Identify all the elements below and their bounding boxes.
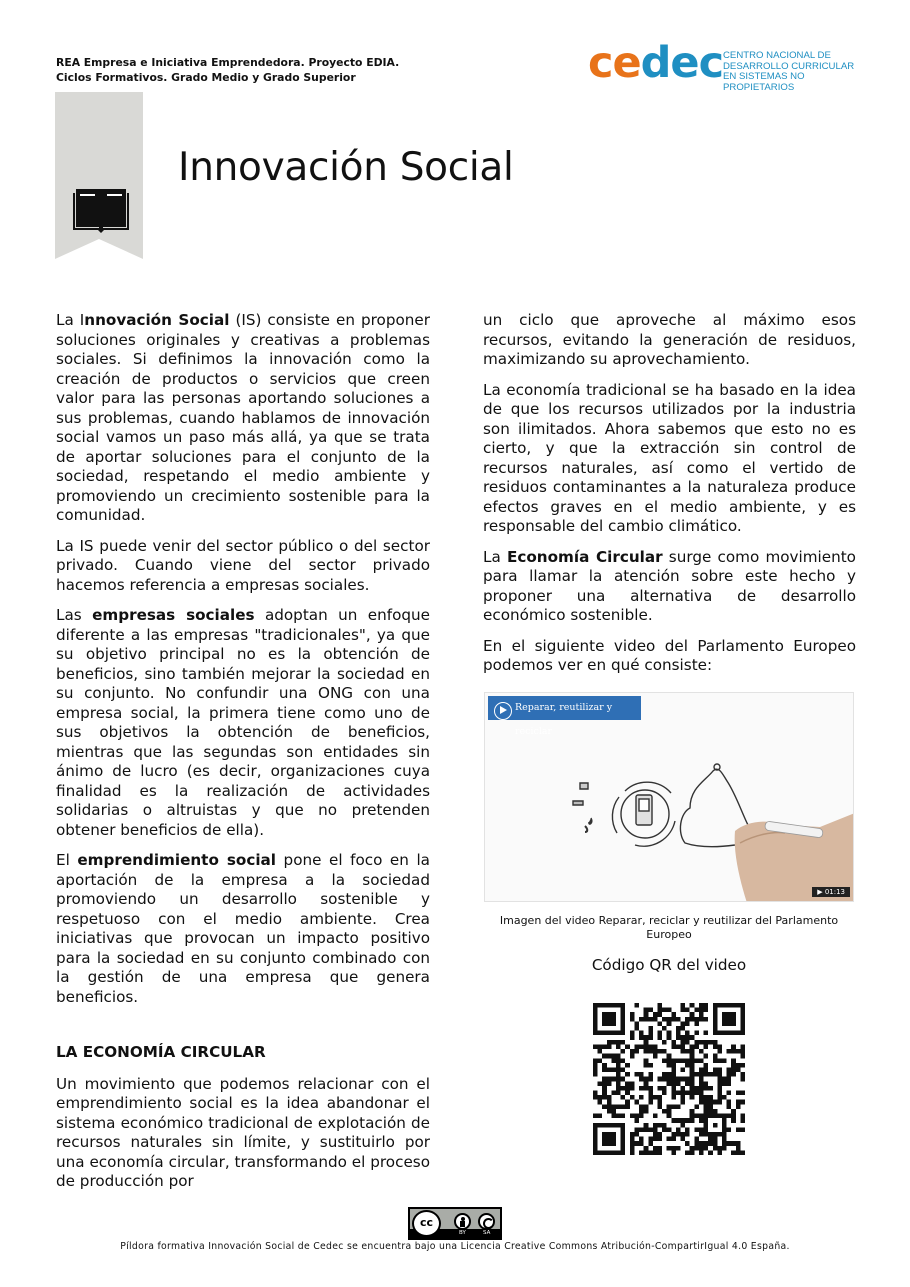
logo-tagline-1: CENTRO NACIONAL DE: [723, 50, 831, 61]
cc-by-label: BY: [459, 1230, 466, 1236]
logo-word-part-1: ce: [588, 38, 641, 88]
qr-code[interactable]: [593, 1003, 745, 1155]
bold-term: empresas sociales: [92, 606, 255, 624]
logo-tagline-3: EN SISTEMAS NO PROPIETARIOS: [723, 71, 805, 93]
video-thumbnail[interactable]: [484, 692, 854, 902]
video-title: Reparar, reutilizar y reciclar: [515, 702, 613, 737]
paragraph-empresas-sociales: [56, 606, 430, 840]
header: [56, 55, 399, 85]
video-duration-text: 01:13: [824, 888, 845, 896]
cc-logo-icon: cc: [412, 1210, 441, 1237]
license-footer: Píldora formativa Innovación Social de Cedec se encuentra bajo una Licencia Creative Commons Atribución-CompartirIgual 4.0 España.: [120, 1241, 790, 1252]
paragraph-economia-tradicional: La economía tradicional se ha basado en la idea de que los recursos utilizados por la industria son ilimitados. Ahora sabemos que esto no es cierto, y que la extracción sin control de recursos naturales, así como el vertido de residuos contaminantes a la naturaleza produce efectos graves en el medio ambiente, y es responsable del cambio climático.: [483, 380, 856, 535]
paragraph-ciclo: un ciclo que aproveche al máximo esos recursos, evitando la generación de residuos, maximizando su aprovechamiento.: [483, 311, 856, 368]
paragraph-movimiento: Un movimiento que podemos relacionar con el emprendimiento social es la idea abandonar el sistema económico tradicional de explotación de recursos naturales sin límite, y sustituirlo por una economía circular, transformando el proceso de producción por: [56, 1074, 430, 1190]
text-run: La I: [56, 311, 85, 329]
text-run: pone el foco en la aportación de la empresa a la sociedad promoviendo un desarrollo sostenible y respetuoso con el medio ambiente. Crea iniciativas que provocan un impacto positivo para la sociedad en su conjunto combinado con la gestión de una empresa que genera beneficios.: [56, 851, 430, 1006]
text-run: (IS) consiste en proponer soluciones originales y creativas a problemas sociales. Si definimos la innovación como la creación de productos o servicios que creen valor para las personas aportando soluciones a sus problemas, cuando hablamos de innovación social vamos un paso más allá, ya que se trata de aportar soluciones para el conjunto de la sociedad, respetando el medio ambiente y promoviendo un crecimiento sostenible para la comunidad.: [56, 311, 430, 524]
cc-sa-icon: [478, 1213, 495, 1230]
cc-by-icon: [454, 1213, 471, 1230]
logo-tagline: [723, 51, 878, 93]
left-column: [56, 311, 430, 1203]
video-caption: Imagen del video Reparar, reciclar y reutilizar del Parlamento Europeo: [499, 914, 839, 941]
paragraph-sector: La IS puede venir del sector público o del sector privado. Cuando viene del sector privado hacemos referencia a empresas sociales.: [56, 536, 430, 594]
video-title-bar[interactable]: [488, 696, 641, 737]
page-title: Innovación Social: [178, 145, 514, 190]
text-run: Las: [56, 606, 93, 624]
text-run: El: [56, 851, 78, 869]
qr-label: Código QR del video: [591, 956, 747, 974]
text-run: La: [483, 547, 507, 566]
paragraph-innovacion-social: [56, 311, 430, 526]
video-duration: ▶ 01:13: [812, 887, 850, 897]
paragraph-economia-circular: [483, 548, 856, 626]
logo-tagline-2: DESARROLLO CURRICULAR: [723, 60, 855, 72]
text-run: surge como movimiento para llamar la atención sobre este hecho y proponer una alternativa de desarrollo económico sostenible.: [483, 547, 856, 624]
logo-word-part-2: dec: [640, 38, 724, 88]
text-run: adoptan un enfoque diferente a las empresas "tradicionales", ya que su objetivo principal no es la obtención de beneficios, sino también mejorar la sociedad en su conjunto. No confundir una ONG con una empresa social, la primera tiene como uno de sus objetivos la obtención de beneficios, mientras que las segundas son entidades sin ánimo de lucro (es decir, organizaciones cuya finalidad es la realización de actividades solidarias o altruistas y que no pretenden obtener beneficios de ella).: [56, 606, 430, 839]
play-icon[interactable]: [494, 702, 512, 720]
logo-wordmark: [588, 38, 723, 88]
cedec-logo: [588, 38, 878, 93]
paragraph-emprendimiento-social: [56, 851, 430, 1007]
header-line-1: REA Empresa e Iniciativa Emprendedora. Proyecto EDIA.: [56, 56, 400, 69]
section-heading: LA ECONOMÍA CIRCULAR: [56, 1043, 266, 1061]
right-column: [483, 311, 856, 687]
bold-term: Economía Circular: [506, 547, 663, 566]
cc-sa-label: SA: [483, 1230, 491, 1236]
creative-commons-badge[interactable]: [408, 1207, 502, 1240]
bold-term: nnovación Social: [84, 311, 230, 329]
header-line-2: Ciclos Formativos. Grado Medio y Grado Superior: [56, 71, 356, 84]
bold-term: emprendimiento social: [77, 851, 277, 869]
paragraph-video-intro: En el siguiente video del Parlamento Europeo podemos ver en qué consiste:: [483, 636, 856, 674]
book-icon: [72, 183, 130, 235]
